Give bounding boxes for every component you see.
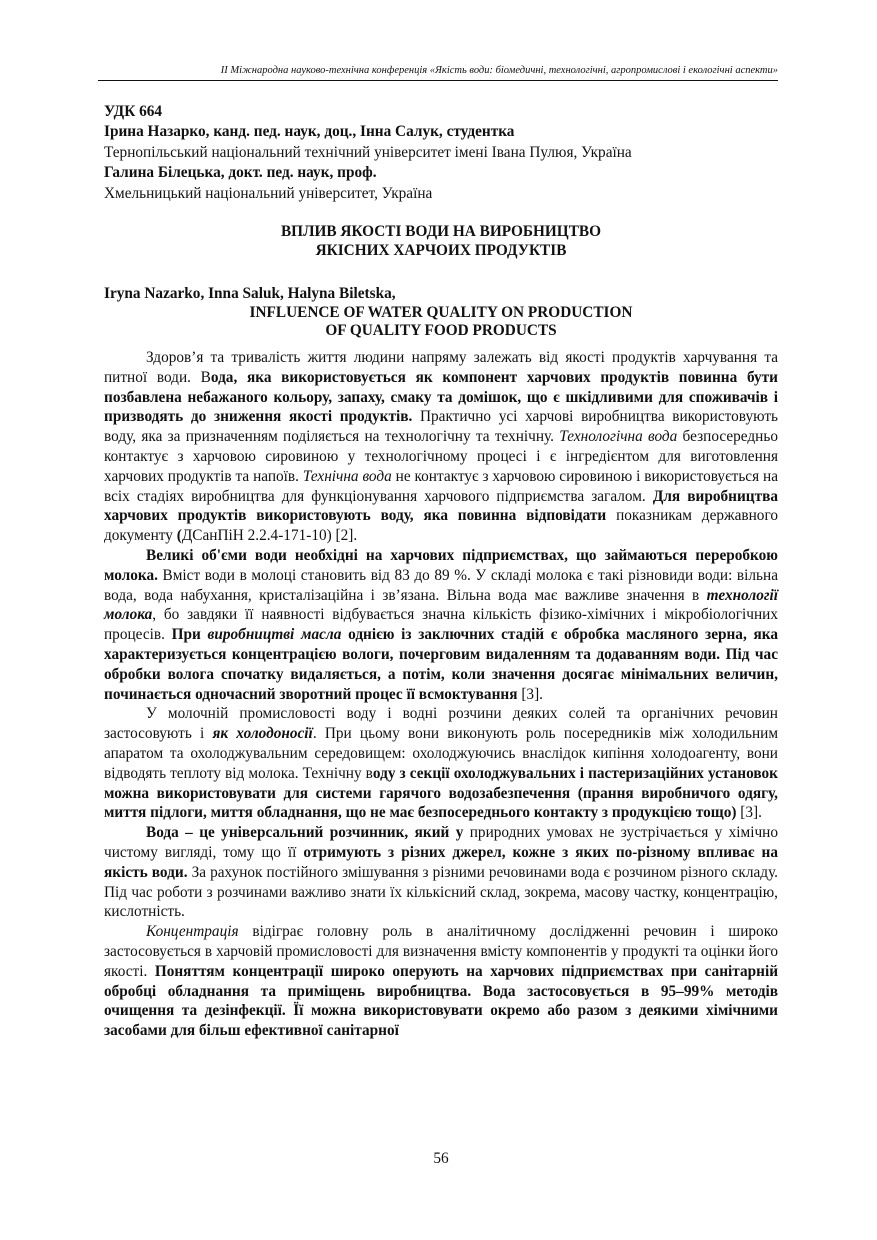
text-span: ДСанПіН 2.2.4-171-10) [2]. [181, 527, 358, 545]
paragraph-3 [104, 704, 778, 823]
text-span: не контактує з харчовою сировиною і використовується на всіх стадіях виробництва для функціонування харчового підприємства загалом. [104, 467, 778, 505]
author-line-2: Галина Білецька, докт. пед. наук, проф. [104, 164, 377, 182]
paragraph-4 [104, 823, 778, 922]
term-italic: Концентрація [146, 923, 239, 941]
text-span: Практично усі харчові виробництва використовують воду, яка за призначенням поділяється на технологічну та технічну. [104, 408, 778, 446]
page-number: 56 [433, 1150, 449, 1167]
title-ua-line-1: ВПЛИВ ЯКОСТІ ВОДИ НА ВИРОБНИЦТВО [280, 223, 602, 240]
header-rule [98, 80, 778, 81]
paragraph-5 [104, 922, 778, 1041]
front-matter [104, 102, 778, 204]
text-span: показникам державного документу [104, 507, 778, 545]
text-span: . При цьому вони виконують роль посередників між холодильним апаратом та охолоджувальним середовищем: охолоджуючись внаслідок кипіння холодоагенту, вони відводять теплоту від молока. Технічну в [104, 725, 778, 782]
term-bold-italic: технології молока [104, 586, 778, 624]
text-span: За рахунок постійного змішування з різними речовинами вода є розчином різного складу. Під час роботи з розчинами важливо знати їх кількісний склад, зокрема, масову частку, концентрацію, кислотність. [104, 863, 779, 921]
udc-code: УДК 664 [104, 103, 163, 120]
text-span: [3]. [736, 804, 762, 822]
paragraph-1 [104, 348, 778, 546]
title-ua-line-2: ЯКІСНИХ ХАРЧОИХ ПРОДУКТІВ [315, 242, 567, 259]
authors-english: Iryna Nazarko, Inna Saluk, Halyna Biletska, [104, 285, 396, 302]
title-en-line-1: INFLUENCE OF WATER QUALITY ON PRODUCTION [249, 303, 633, 321]
text-span: відіграє головну роль в аналітичному дослідженні речовин і широко застосовується в харчовій промисловості для визначення вмісту компонентів у продукті та оцінки його якості. [104, 923, 778, 980]
term-bold-italic: виробництві масла [207, 626, 342, 644]
text-span-bold: ода, яка використовується як компонент харчових продуктів повинна бути позбавлена небажаного кольору, запаху, смаку та домішок, що є шкідливими для споживачів і призводять до зниження якості продуктів. [104, 368, 778, 426]
title-en-line-2: OF QUALITY FOOD PRODUCTS [325, 322, 557, 339]
english-header [104, 285, 778, 341]
running-header: ІІ Міжнародна науково-технічна конференція «Якість води: біомедичні, технологічні, агропромислові і екологічні аспекти» [220, 65, 778, 76]
paragraph-2 [104, 546, 778, 704]
text-span-bold: Поняттям концентрації широко оперують на харчових підприємствах при санітарній обробці обладнання та приміщень виробництва. Вода застосовується в 95–99% методів очищення та дезінфекції. Її можна використовувати окремо або разом з деякими хімічними засобами для більш ефективної санітарної [104, 962, 779, 1040]
term-italic: Технологічна вода [559, 428, 678, 446]
term-bold-italic: як холодоносії [212, 725, 313, 743]
text-span-bold: отримують з різних джерел, кожне з яких по-різному впливає на якість води. [104, 843, 778, 881]
affiliation-2: Хмельницький національний університет, Україна [104, 184, 433, 202]
title-ukrainian [104, 222, 778, 260]
text-span: У молочній промисловості воду і водні розчини деяких солей та органічних речовин застосовують і [104, 705, 778, 743]
text-span: [3]. [517, 685, 543, 703]
affiliation-1: Тернопільський національний технічний університет імені Івана Пулюя, Україна [104, 143, 632, 161]
text-span-bold: При [171, 626, 208, 644]
text-span-bold: ( [176, 527, 182, 545]
text-span-bold: Великі об'єми води необхідні на харчових підприємствах, що займаються переробкою молока. [104, 546, 778, 584]
text-span: Вміст води в молоці становить від 83 до 89 %. У складі молока є такі різновиди води: вільна вода, вода набухання, кристалізаційна і зв’язана. Вільна вода має важливе значення в [104, 566, 778, 604]
text-span-bold: Для виробництва харчових продуктів використовують воду, яка повинна відповідати [104, 487, 778, 525]
term-italic: Технічна вода [302, 467, 392, 485]
text-span-bold: Вода – це універсальний розчинник, який у [146, 824, 464, 842]
text-span-bold: однією із заключних стадій є обробка масляного зерна, яка характеризується концентрацією вологи, почерговим видаленням та додаванням води. Під час обробки волога спочатку видаляється, а потім, коли значення досягає мінімальних величин, починається одночасний зворотний процес її всмоктування [104, 626, 778, 703]
text-span: , бо завдяки її наявності відбувається значна кількість фізико-хімічних і мікробіологічних процесів. [104, 606, 778, 644]
author-line-1: Ірина Назарко, канд. пед. наук, доц., Інна Салук, студентка [104, 123, 515, 141]
text-span: природних умовах не зустрічається у хімічно чистому вигляді, тому що її [104, 824, 778, 861]
text-span: безпосередньо контактує з харчовою сировиною у технологічному процесі і є інгредієнтом для виготовлення харчових продуктів та напоїв. [104, 428, 778, 485]
text-span: Здоров’я та тривалість життя людини напряму залежать від якості продуктів харчування та питної води. В [104, 349, 778, 386]
body-text [104, 348, 778, 1041]
text-span-bold: оду з секції охолоджувальних і пастеризаційних установок можна використовувати для системи гарячого водозабезпечення (прання виробничого одягу, миття підлоги, миття обладнання, що не має безпосереднього контакту з продукцією тощо) [104, 764, 778, 822]
